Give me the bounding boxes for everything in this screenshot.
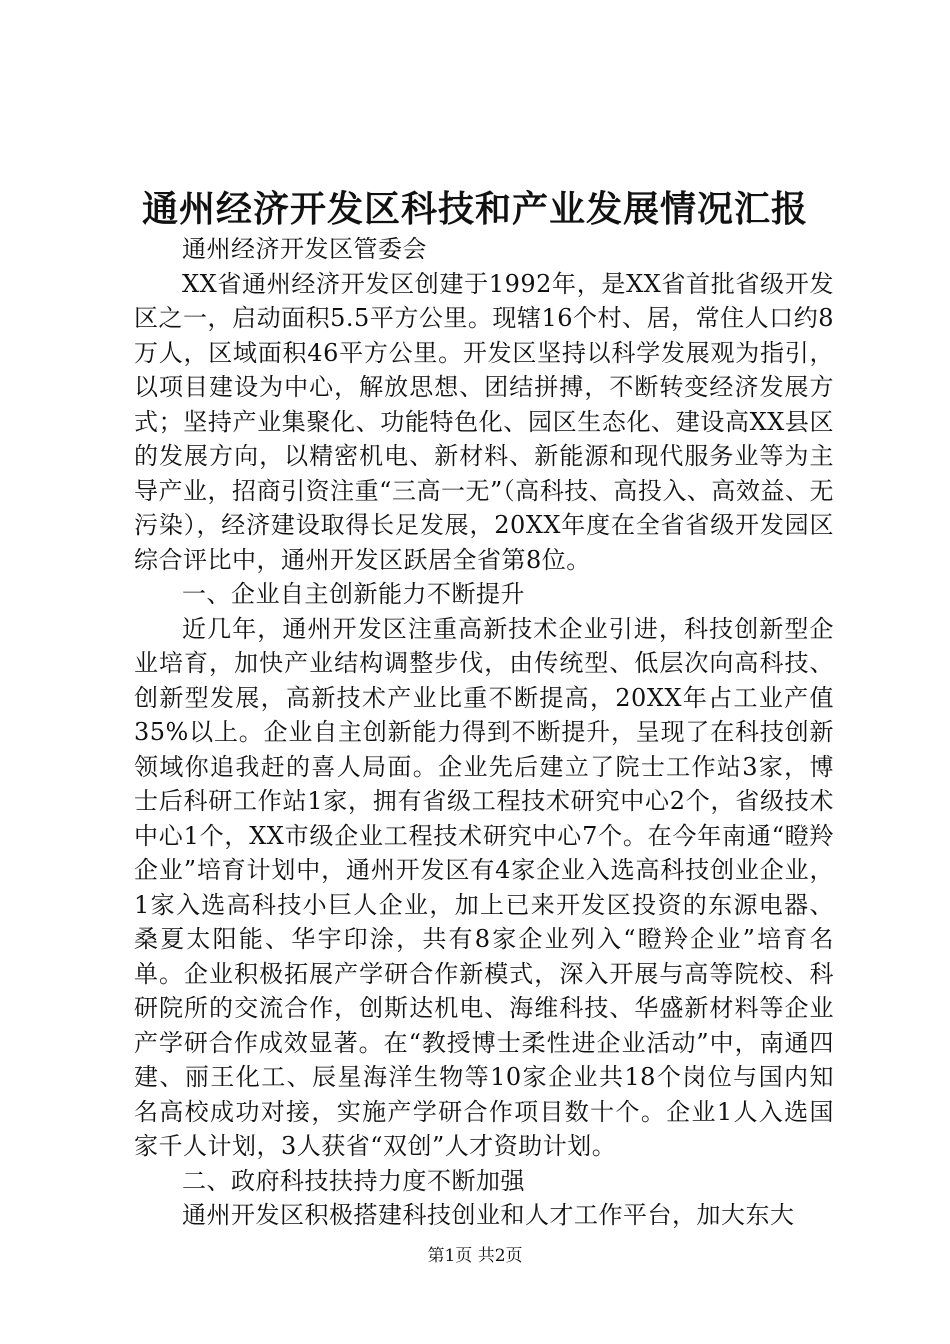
section-2-paragraph: 通州开发区积极搭建科技创业和人才工作平台，加大东大 bbox=[182, 1201, 795, 1229]
document-body bbox=[134, 232, 834, 1233]
section-heading-1: 一、企业自主创新能力不断提升 bbox=[182, 580, 525, 608]
author-line: 通州经济开发区管委会 bbox=[182, 235, 427, 263]
section-1-paragraph: 近几年，通州开发区注重高新技术企业引进，科技创新型企业培育，加快产业结构调整步伐，由传统型、低层次向高科技、创新型发展，高新技术产业比重不断提高，20XX年占工业产值35%以上。企业自主创新能力得到不断提升，呈现了在科技创新领域你追我赶的喜人局面。企业先后建立了院士工作站3家，博士后科研工作站1家，拥有省级工程技术研究中心2个，省级技术中心1个，XX市级企业工程技术研究中心7个。在今年南通“瞪羚企业”培育计划中，通州开发区有4家企业入选高科技创业企业，1家入选高科技小巨人企业，加上已来开发区投资的东源电器、桑夏太阳能、华宇印涂，共有8家企业列入“瞪羚企业”培育名单。企业积极拓展产学研合作新模式，深入开展与高等院校、科研院所的交流合作，创斯达机电、海维科技、华盛新材料等企业产学研合作成效显著。在“教授博士柔性进企业活动”中，南通四建、丽王化工、辰星海洋生物等10家企业共18个岗位与国内知名高校成功对接，实施产学研合作项目数十个。企业1人入选国家千人计划，3人获省“双创”人才资助计划。 bbox=[134, 614, 834, 1160]
section-heading-2: 二、政府科技扶持力度不断加强 bbox=[182, 1166, 525, 1195]
page-footer: 第1页 共2页 bbox=[427, 1246, 523, 1266]
intro-paragraph: XX省通州经济开发区创建于1992年，是XX省首批省级开发区之一，启动面积5.5平方公里。现辖16个村、居，常住人口约8万人，区域面积46平方公里。开发区坚持以科学发展观为指引，以项目建设为中心，解放思想、团结拼搏，不断转变经济发展方式；坚持产业集聚化、功能特色化、园区生态化、建设高XX县区的发展方向，以精密机电、新材料、新能源和现代服务业等为主导产业，招商引资注重“三高一无”（高科技、高投入、高效益、无污染），经济建设取得长足发展，20XX年度在全省省级开发园区综合评比中，通州开发区跃居全省第8位。 bbox=[134, 269, 834, 574]
document-title: 通州经济开发区科技和产业发展情况汇报 bbox=[141, 188, 808, 230]
